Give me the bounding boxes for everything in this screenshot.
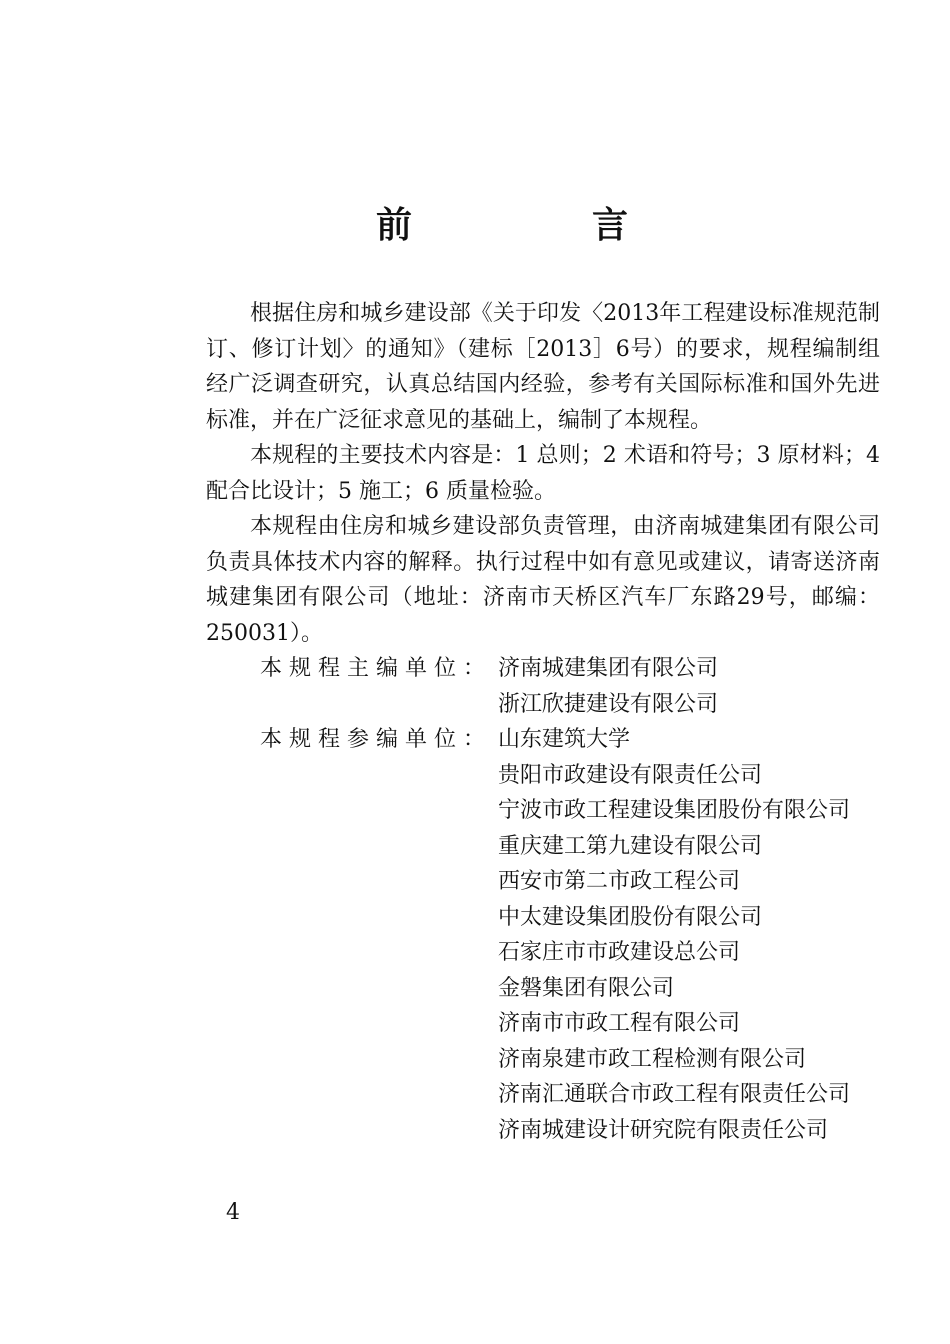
list-item: 济南泉建市政工程检测有限公司 — [498, 1046, 807, 1072]
participating-units-block — [260, 722, 880, 1148]
participating-units-label: 本规程参编单位： — [260, 727, 493, 752]
paragraph-main-contents: 本规程的主要技术内容是：1 总则；2 术语和符号；3 原材料；4 配合比设计；5 施工；6 质量检验。 — [206, 443, 880, 504]
participating-units-list — [498, 722, 880, 1148]
chief-units-label: 本规程主编单位： — [260, 656, 493, 681]
list-item: 西安市第二市政工程公司 — [498, 869, 741, 894]
list-item: 山东建筑大学 — [498, 727, 631, 752]
chief-units-block — [260, 651, 880, 722]
list-item: 济南市市政工程有限公司 — [498, 1011, 741, 1036]
paragraph-management: 本规程由住房和城乡建设部负责管理，由济南城建集团有限公司负责具体技术内容的解释。执行过程中如有意见或建议，请寄送济南城建集团有限公司（地址：济南市天桥区汽车厂东路29号，邮编：250031）。 — [206, 514, 880, 646]
list-item: 中太建设集团股份有限公司 — [498, 904, 763, 930]
list-item: 济南汇通联合市政工程有限责任公司 — [498, 1082, 851, 1107]
page-number: 4 — [226, 1200, 240, 1225]
list-item: 浙江欣捷建设有限公司 — [498, 691, 719, 717]
paragraph-basis: 根据住房和城乡建设部《关于印发〈2013年工程建设标准规范制订、修订计划〉的通知》（建标［2013］6号）的要求，规程编制组经广泛调查研究，认真总结国内经验，参考有关国际标准和国外先进标准，并在广泛征求意见的基础上，编制了本规程。 — [206, 301, 880, 433]
list-item: 济南城建集团有限公司 — [498, 656, 719, 681]
page-title: 前 言 — [375, 204, 700, 246]
chief-units-list — [498, 651, 880, 722]
list-item: 宁波市政工程建设集团股份有限公司 — [498, 798, 851, 823]
list-item: 济南城建设计研究院有限责任公司 — [498, 1117, 829, 1143]
list-item: 重庆建工第九建设有限公司 — [498, 833, 763, 859]
preface-content — [206, 296, 880, 1148]
list-item: 石家庄市市政建设总公司 — [498, 940, 741, 965]
list-item: 贵阳市政建设有限责任公司 — [498, 762, 763, 788]
list-item: 金磐集团有限公司 — [498, 975, 675, 1001]
